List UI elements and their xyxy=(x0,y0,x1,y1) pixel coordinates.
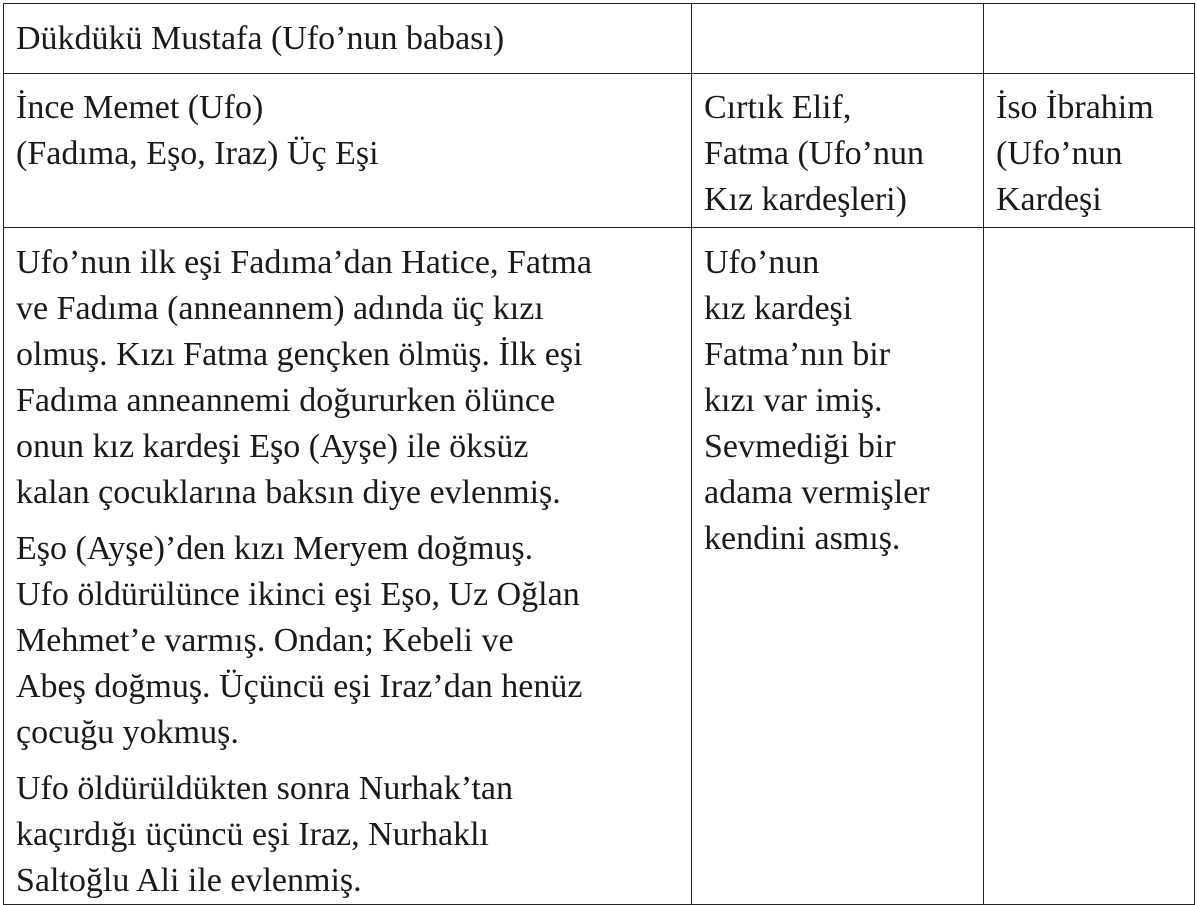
ufo-paragraph-3 xyxy=(16,766,681,904)
genealogy-table xyxy=(3,3,1195,905)
header-row xyxy=(4,4,1195,74)
sister-detail-line: kız kardeşi xyxy=(704,290,853,327)
detail-empty-cell-3 xyxy=(984,228,1195,905)
paragraph-line: ve Fadıma (anneannem) adında üç kızı xyxy=(16,290,544,327)
ufo-paragraph-1 xyxy=(16,240,681,516)
paragraph-line: onun kız kardeşi Eşo (Ayşe) ile öksüz xyxy=(16,428,529,465)
sister-detail-line: kızı var imiş. xyxy=(704,382,883,419)
paragraph-line: Abeş doğmuş. Üçüncü eşi Iraz’dan henüz xyxy=(16,668,583,705)
sister-detail-line: Fatma’nın bir xyxy=(704,336,891,373)
ufo-cell xyxy=(4,74,692,228)
brother-line: İso İbrahim xyxy=(996,89,1154,126)
header-empty-cell-2 xyxy=(692,4,984,74)
paragraph-line: Mehmet’e varmış. Ondan; Kebeli ve xyxy=(16,622,514,659)
paragraph-line: kalan çocuklarına baksın diye evlenmiş. xyxy=(16,474,561,511)
paragraph-line: Ufo öldürülünce ikinci eşi Eşo, Uz Oğlan xyxy=(16,576,580,613)
father-cell xyxy=(4,4,692,74)
header-empty-cell-3 xyxy=(984,4,1195,74)
detail-row xyxy=(4,228,1195,905)
brother-line: (Ufo’nun xyxy=(996,135,1123,172)
sisters-cell xyxy=(692,74,984,228)
brother-line: Kardeşi xyxy=(996,181,1102,218)
ufo-paragraph-2 xyxy=(16,526,681,756)
sister-detail-line: Ufo’nun xyxy=(704,244,820,281)
paragraph-line: kaçırdığı üçüncü eşi Iraz, Nurhaklı xyxy=(16,816,489,853)
sisters-line: Cırtık Elif, xyxy=(704,89,852,126)
brother-cell xyxy=(984,74,1195,228)
ufo-details-cell xyxy=(4,228,692,905)
sister-detail-line: Sevmediği bir xyxy=(704,428,896,465)
paragraph-line: çocuğu yokmuş. xyxy=(16,714,239,751)
sister-detail-line: adama vermişler xyxy=(704,474,930,511)
sister-detail-line: kendini asmış. xyxy=(704,520,901,557)
ufo-line: İnce Memet (Ufo) xyxy=(16,89,264,126)
paragraph-line: olmuş. Kızı Fatma gençken ölmüş. İlk eşi xyxy=(16,336,583,373)
paragraph-line: Saltoğlu Ali ile evlenmiş. xyxy=(16,862,362,899)
paragraph-line: Fadıma anneannemi doğururken ölünce xyxy=(16,382,556,419)
sister-details-cell xyxy=(692,228,984,905)
sisters-line: Fatma (Ufo’nun xyxy=(704,135,925,172)
paragraph-line: Eşo (Ayşe)’den kızı Meryem doğmuş. xyxy=(16,530,534,567)
paragraph-line: Ufo’nun ilk eşi Fadıma’dan Hatice, Fatma xyxy=(16,244,592,281)
paragraph-line: Ufo öldürüldükten sonra Nurhak’tan xyxy=(16,770,513,807)
person-row xyxy=(4,74,1195,228)
father-text: Dükdükü Mustafa (Ufo’nun babası) xyxy=(16,20,505,57)
ufo-line: (Fadıma, Eşo, Iraz) Üç Eşi xyxy=(16,135,379,172)
sisters-line: Kız kardeşleri) xyxy=(704,181,907,218)
